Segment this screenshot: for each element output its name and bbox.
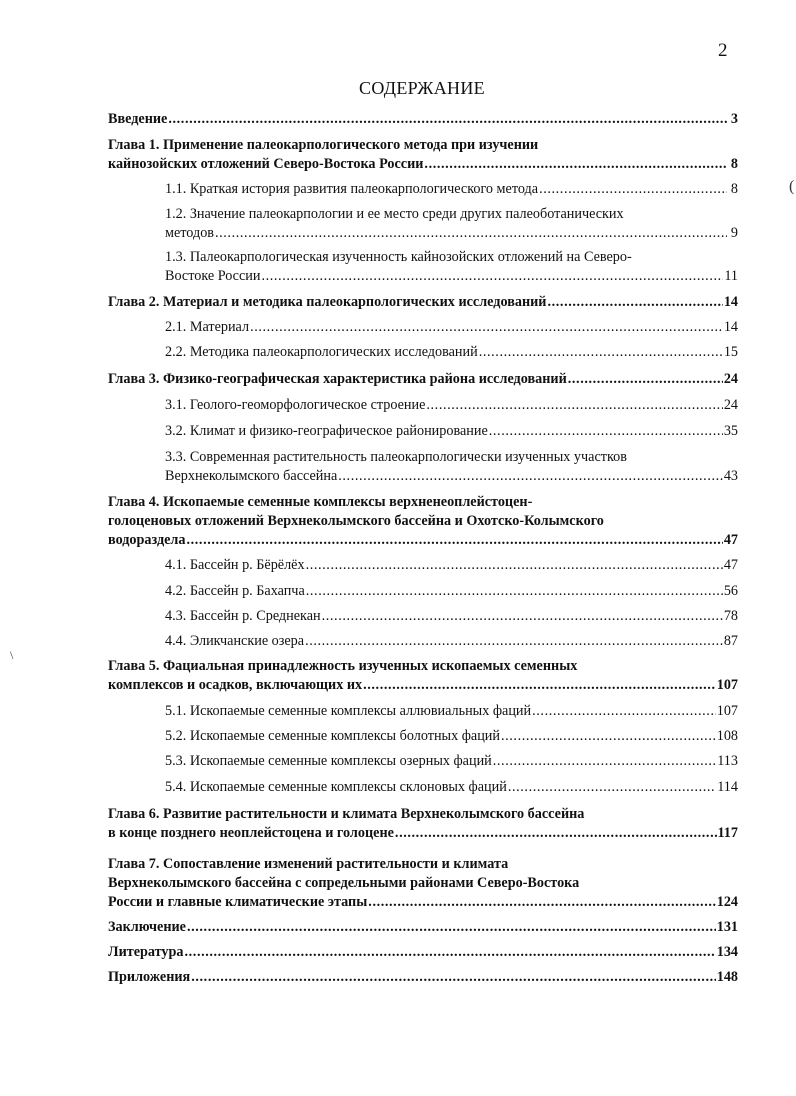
toc-entry-title-line: Глава 5. Фациальная принадлежность изученных ископаемых семенных bbox=[108, 658, 578, 674]
toc-entry bbox=[108, 422, 738, 441]
toc-entry-title: 5.2. Ископаемые семенные комплексы болотных фаций bbox=[165, 728, 500, 744]
toc-entry bbox=[108, 556, 738, 575]
toc-entry-title-line: Глава 1. Применение палеокарпологического метода при изучении bbox=[108, 137, 539, 153]
toc-entry bbox=[108, 607, 738, 626]
toc-entry-title: водораздела bbox=[108, 532, 186, 548]
toc-entry bbox=[108, 727, 738, 746]
toc-entry-page: 87 bbox=[723, 633, 738, 649]
toc-entry-page: 43 bbox=[723, 468, 738, 484]
toc-entry-page: 117 bbox=[717, 825, 738, 841]
toc-entry bbox=[108, 918, 738, 937]
toc-entry-page: 24 bbox=[723, 371, 738, 387]
dot-leader bbox=[568, 370, 723, 389]
dot-leader bbox=[426, 396, 722, 415]
toc-entry bbox=[108, 778, 738, 797]
dot-leader bbox=[215, 224, 727, 243]
toc-entry-title: кайнозойских отложений Северо-Востока России bbox=[108, 156, 424, 172]
toc-entry-page: 114 bbox=[717, 779, 738, 795]
toc-entry-title: Заключение bbox=[108, 919, 186, 935]
toc-entry-page: 8 bbox=[730, 156, 738, 172]
toc-entry-title: Литература bbox=[108, 944, 184, 960]
dot-leader bbox=[186, 531, 722, 550]
toc-entry bbox=[108, 657, 738, 695]
toc-entry-title: 3.1. Геолого-геоморфологическое строение bbox=[165, 397, 426, 413]
toc-entry-title-line: голоценовых отложений Верхнеколымского бассейна и Охотско-Колымского bbox=[108, 513, 604, 529]
toc-entry-page: 47 bbox=[723, 532, 738, 548]
dot-leader bbox=[424, 155, 727, 174]
toc-entry-page: 11 bbox=[724, 268, 738, 284]
toc-entry-title: 1.1. Краткая история развития палеокарпологического метода bbox=[165, 181, 539, 197]
toc-entry-title: 5.4. Ископаемые семенные комплексы склоновых фаций bbox=[165, 779, 507, 795]
toc-entry-title: Верхнеколымского бассейна bbox=[165, 468, 338, 484]
toc-entry bbox=[108, 248, 738, 286]
toc-entry-title: комплексов и осадков, включающих их bbox=[108, 677, 363, 693]
dot-leader bbox=[547, 293, 722, 312]
toc-entry bbox=[108, 396, 738, 415]
dot-leader bbox=[305, 632, 723, 651]
dot-leader bbox=[191, 968, 715, 987]
toc-entry-page: 107 bbox=[716, 703, 738, 719]
dot-leader bbox=[479, 343, 723, 362]
toc-entry-title-line: 1.2. Значение палеокарпологии и ее место среди других палеоботанических bbox=[165, 206, 624, 222]
dot-leader bbox=[532, 702, 716, 721]
dot-leader bbox=[185, 943, 716, 962]
toc-entry-title: 2.1. Материал bbox=[165, 319, 250, 335]
toc-entry-page: 15 bbox=[723, 344, 738, 360]
dot-leader bbox=[322, 607, 723, 626]
toc-entry-title: 4.1. Бассейн р. Бёрёлёх bbox=[165, 557, 305, 573]
dot-leader bbox=[539, 180, 727, 199]
toc-entry bbox=[108, 318, 738, 337]
dot-leader bbox=[489, 422, 723, 441]
page-title: СОДЕРЖАНИЕ bbox=[359, 78, 485, 98]
toc-entry-title: методов bbox=[165, 225, 214, 241]
dot-leader bbox=[168, 110, 727, 129]
toc-entry-title: 5.3. Ископаемые семенные комплексы озерных фаций bbox=[165, 753, 492, 769]
dot-leader bbox=[306, 582, 723, 601]
toc-entry-page: 107 bbox=[716, 677, 738, 693]
toc-entry-page: 47 bbox=[723, 557, 738, 573]
toc-entry bbox=[108, 136, 738, 174]
toc-entry-title: 5.1. Ископаемые семенные комплексы аллювиальных фаций bbox=[165, 703, 532, 719]
dot-leader bbox=[306, 556, 723, 575]
toc-entry bbox=[108, 493, 738, 550]
dot-leader bbox=[395, 824, 717, 843]
toc-entry bbox=[108, 582, 738, 601]
toc-entry-page: 3 bbox=[730, 111, 738, 127]
toc-entry-page: 14 bbox=[723, 294, 738, 310]
toc-entry-title-line: Глава 4. Ископаемые семенные комплексы верхненеоплейстоцен- bbox=[108, 494, 533, 510]
toc-entry bbox=[108, 180, 738, 199]
toc-entry-page: 113 bbox=[717, 753, 738, 769]
toc-entry bbox=[108, 205, 738, 243]
toc-entry-page: 124 bbox=[716, 894, 738, 910]
dot-leader bbox=[363, 676, 716, 695]
toc-entry-title-line: Глава 7. Сопоставление изменений растительности и климата bbox=[108, 856, 509, 872]
toc-entry-page: 108 bbox=[716, 728, 738, 744]
dot-leader bbox=[508, 778, 716, 797]
dot-leader bbox=[338, 467, 723, 486]
margin-mark-right: ( bbox=[789, 178, 795, 195]
toc-entry-page: 134 bbox=[716, 944, 738, 960]
dot-leader bbox=[187, 918, 716, 937]
toc-entry-page: 9 bbox=[730, 225, 738, 241]
toc-entry bbox=[108, 293, 738, 312]
toc-entry-title: Введение bbox=[108, 111, 168, 127]
toc-entry-page: 14 bbox=[723, 319, 738, 335]
toc-entry-title: 4.4. Эликчанские озера bbox=[165, 633, 305, 649]
toc-entry-title: Приложения bbox=[108, 969, 191, 985]
toc-entry-title: 2.2. Методика палеокарпологических исследований bbox=[165, 344, 478, 360]
toc-entry-page: 78 bbox=[723, 608, 738, 624]
toc-entry bbox=[108, 968, 738, 987]
toc-entry bbox=[108, 370, 738, 389]
toc-entry-title-line: Верхнеколымского бассейна с сопредельными районами Северо-Востока bbox=[108, 875, 580, 891]
toc-entry-title: 3.2. Климат и физико-географическое районирование bbox=[165, 423, 488, 439]
margin-mark-left: \ bbox=[10, 648, 14, 662]
toc-entry-page: 8 bbox=[730, 181, 738, 197]
toc-entry-title-line: 3.3. Современная растительность палеокарпологически изученных участков bbox=[165, 449, 627, 465]
toc-entry bbox=[108, 752, 738, 771]
dot-leader bbox=[368, 893, 715, 912]
toc-entry-title: Глава 2. Материал и методика палеокарпологических исследований bbox=[108, 294, 547, 310]
toc-entry-title: 4.2. Бассейн р. Бахапча bbox=[165, 583, 305, 599]
dot-leader bbox=[501, 727, 716, 746]
toc-entry-title: 4.3. Бассейн р. Среднекан bbox=[165, 608, 321, 624]
toc-entry bbox=[108, 702, 738, 721]
toc-entry-title: Глава 3. Физико-географическая характеристика района исследований bbox=[108, 371, 567, 387]
toc-entry-page: 56 bbox=[723, 583, 738, 599]
toc-entry-title: России и главные климатические этапы bbox=[108, 894, 368, 910]
dot-leader bbox=[250, 318, 723, 337]
toc-entry bbox=[108, 855, 738, 912]
toc-entry-page: 131 bbox=[716, 919, 738, 935]
toc-entry-title-line: 1.3. Палеокарпологическая изученность кайнозойских отложений на Северо- bbox=[165, 249, 632, 265]
toc-entry bbox=[108, 343, 738, 362]
toc-entry bbox=[108, 448, 738, 486]
toc-entry-page: 35 bbox=[723, 423, 738, 439]
toc-entry bbox=[108, 632, 738, 651]
toc-entry-page: 148 bbox=[716, 969, 738, 985]
toc-entry bbox=[108, 943, 738, 962]
page-number: 2 bbox=[718, 40, 728, 61]
toc-entry-title: Востоке России bbox=[165, 268, 261, 284]
toc-entry-page: 24 bbox=[723, 397, 738, 413]
toc-entry-title-line: Глава 6. Развитие растительности и климата Верхнеколымского бассейна bbox=[108, 806, 585, 822]
toc-entry bbox=[108, 110, 738, 129]
toc-entry-title: в конце позднего неоплейстоцена и голоцене bbox=[108, 825, 394, 841]
dot-leader bbox=[261, 267, 723, 286]
toc-entry bbox=[108, 805, 738, 843]
dot-leader bbox=[493, 752, 716, 771]
